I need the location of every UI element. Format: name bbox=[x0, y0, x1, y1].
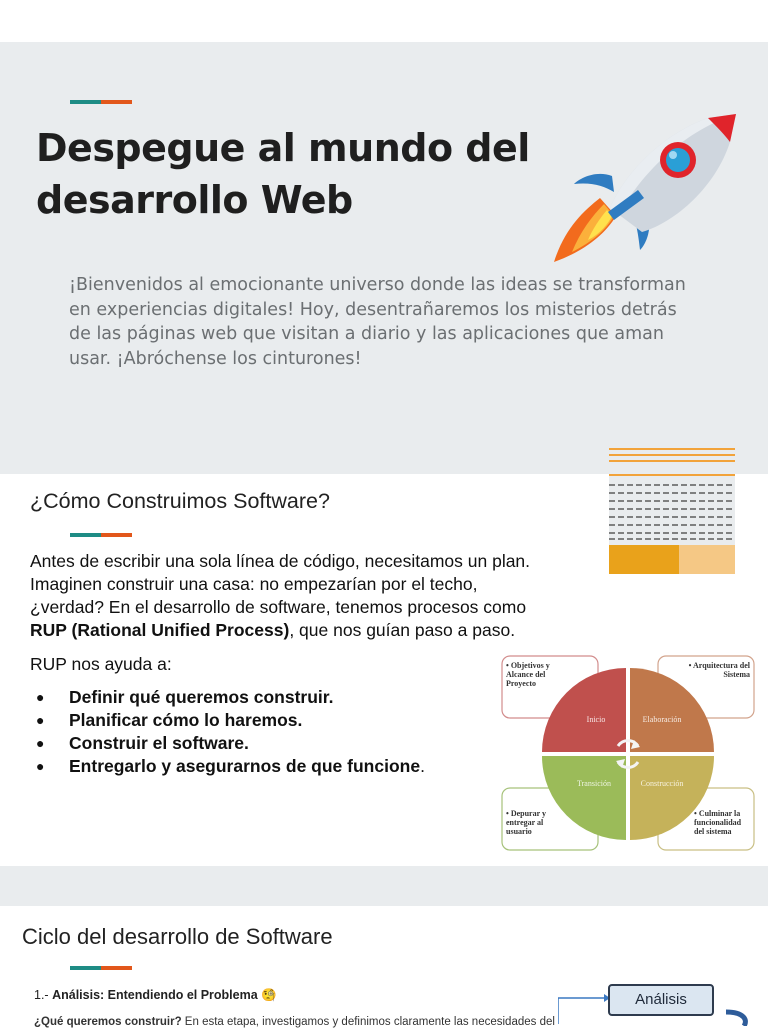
list-item: ● Entregarlo y asegurarnos de que funcione. bbox=[30, 755, 550, 778]
section-heading: Ciclo del desarrollo de Software bbox=[22, 924, 333, 949]
quadrant-label: Elaboración bbox=[642, 715, 682, 724]
rup-text bbox=[30, 550, 550, 778]
callout-text: • Culminar la funcionalidad del sistema bbox=[694, 809, 742, 836]
step-description: ¿Qué queremos construir? En esta etapa, investigamos y definimos claramente las necesidades del bbox=[34, 1016, 555, 1028]
accent-bar bbox=[70, 100, 132, 104]
slide-title: Despegue al mundo del desarrollo Web bbox=[36, 126, 530, 222]
thinking-face-icon: 🧐 bbox=[261, 988, 277, 1002]
intro-paragraph: ¡Bienvenidos al emocionante universo donde las ideas se transforman en experiencias digitales! Hoy, desentrañaremos los misterios detrás de las páginas web que visitan a diario y las aplicaciones que aman usar. ¡Abróchense los cinturones! bbox=[69, 275, 686, 369]
rup-bullet-list bbox=[30, 686, 550, 778]
section-heading: ¿Cómo Construimos Software? bbox=[30, 489, 330, 513]
sdlc-slide bbox=[0, 906, 768, 1028]
accent-bar bbox=[70, 533, 132, 537]
title-slide bbox=[0, 42, 768, 474]
callout-text: • Arquitectura del Sistema bbox=[688, 661, 750, 679]
quadrant-label: Inicio bbox=[586, 715, 606, 724]
slide-divider bbox=[0, 866, 768, 906]
analysis-flow-box: Análisis bbox=[608, 984, 714, 1016]
rup-helps-label: RUP nos ayuda a: bbox=[30, 654, 172, 674]
list-item: ● Planificar cómo lo haremos. bbox=[30, 709, 550, 732]
rup-intro-paragraph: Antes de escribir una sola línea de código, necesitamos un plan. Imaginen construir una casa: no empezarían por el techo, ¿verdad? En el desarrollo de software, tenemos procesos como RUP (Rational Unified Process), que nos guían paso a paso. bbox=[30, 551, 531, 640]
callout-text: • Depurar y entregar al usuario bbox=[506, 809, 546, 836]
quadrant-label: Construcción bbox=[640, 779, 684, 788]
decorative-pattern-image bbox=[609, 445, 735, 574]
callout-text: • Objetivos y Alcance del Proyecto bbox=[506, 661, 550, 688]
list-item: ● Construir el software. bbox=[30, 732, 550, 755]
step-title: 1.- Análisis: Entendiendo el Problema 🧐 bbox=[34, 988, 277, 1002]
rup-slide bbox=[0, 474, 768, 866]
accent-bar bbox=[70, 966, 132, 970]
rocket-icon bbox=[552, 112, 742, 264]
quadrant-label: Transición bbox=[577, 779, 611, 788]
list-item: ● Definir qué queremos construir. bbox=[30, 686, 550, 709]
